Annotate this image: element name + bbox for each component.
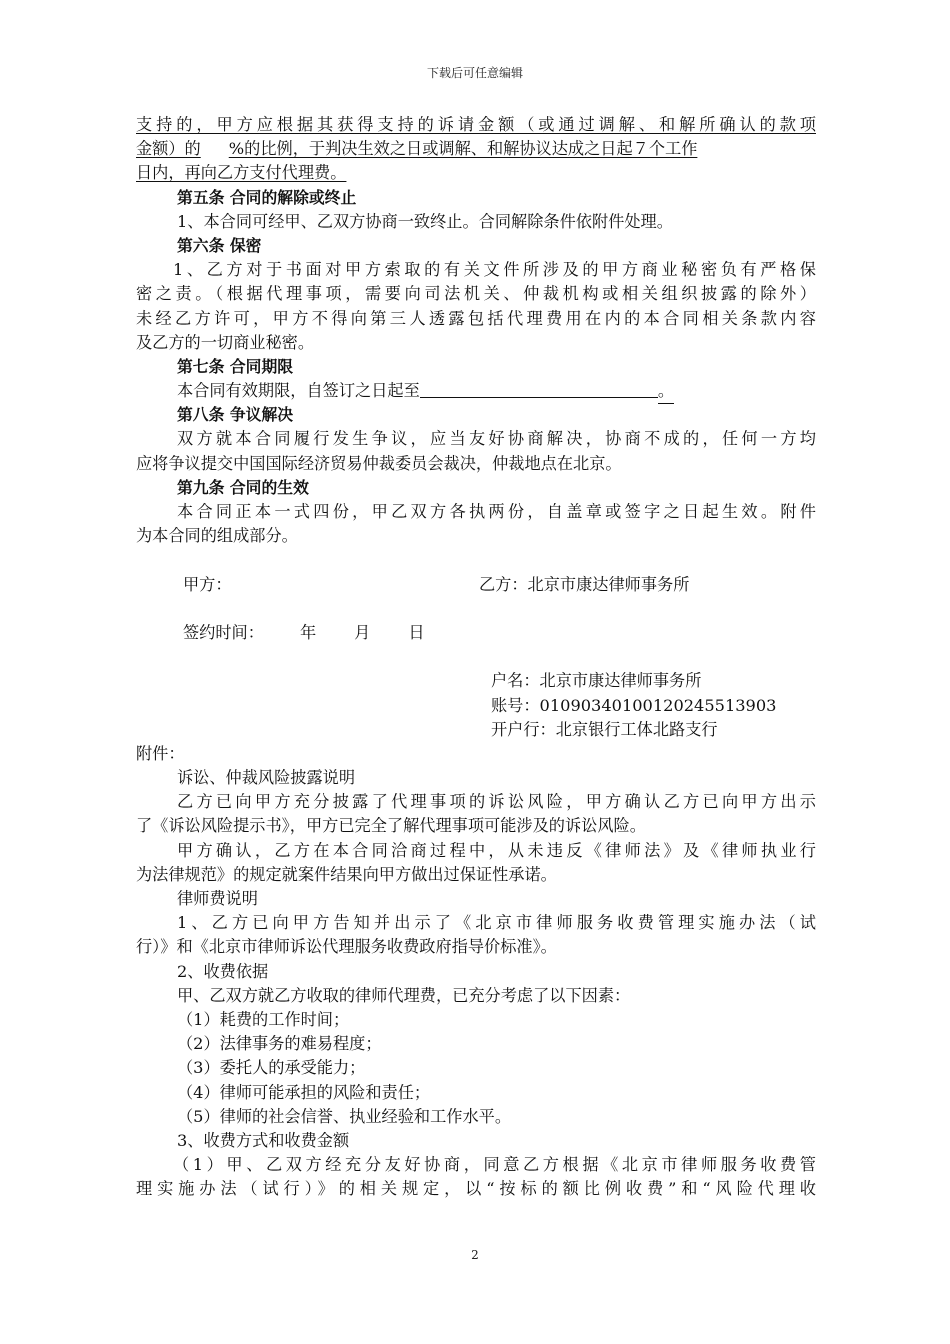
carryover-line-2 [136, 137, 816, 161]
term-end-period: 。 [658, 379, 674, 404]
fee-method-line-1: （1）甲、乙双方经充分友好协商，同意乙方根据《北京市律师服务收费管 [173, 1155, 816, 1175]
fee-para-1-line-1: 1、乙方已向甲方告知并出示了《北京市律师服务收费管理实施办法（试 [177, 913, 816, 933]
fee-basis-title: 2、收费依据 [177, 961, 269, 981]
factor-item: （5）律师的社会信誉、执业经验和工作水平。 [177, 1106, 512, 1126]
party-a-label: 甲方： [183, 574, 232, 594]
fee-method-line-2: 理实施办法（试行）》的相关规定，以“按标的额比例收费”和“风险代理收 [136, 1179, 816, 1199]
article-5-title: 第五条 合同的解除或终止 [177, 187, 357, 207]
risk-para-1-line-1: 乙方已向甲方充分披露了代理事项的诉讼风险，甲方确认乙方已向甲方出示 [177, 792, 816, 812]
page-header: 下载后可任意编辑 [426, 66, 523, 80]
factor-item: （1）耗费的工作时间； [177, 1009, 350, 1029]
fee-title: 律师费说明 [177, 889, 258, 908]
article-7-title: 第七条 合同期限 [177, 356, 294, 376]
fee-basis-intro: 甲、乙双方就乙方收取的律师代理费，已充分考虑了以下因素： [177, 985, 631, 1005]
article-7-text [136, 379, 816, 403]
date-month: 月 [354, 622, 371, 642]
article-8-line-2: 应将争议提交中国国际经济贸易仲裁委员会裁决，仲裁地点在北京。 [136, 453, 622, 473]
page-number: 2 [471, 1248, 479, 1262]
date-year: 年 [299, 622, 317, 642]
signature-date [136, 621, 816, 645]
account-name: 户名：北京市康达律师事务所 [491, 671, 702, 691]
article-9-line-1: 本合同正本一式四份，甲乙双方各执两份，自盖章或签字之日起生效。附件 [177, 502, 816, 521]
carryover-line-3: 日内，再向乙方支付代理费。 [136, 163, 347, 183]
risk-para-1-line-2: 了《诉讼风险提示书》，甲方已完全了解代理事项可能涉及的诉讼风险。 [136, 816, 646, 836]
account-number: 账号：01090340100120245513903 [491, 695, 777, 715]
risk-title: 诉讼、仲裁风险披露说明 [177, 768, 356, 788]
date-label: 签约时间： [183, 622, 264, 642]
factor-item: （4）律师可能承担的风险和责任； [177, 1082, 431, 1102]
document-body [136, 113, 816, 1201]
signature-parties [136, 573, 816, 597]
factor-item: （2）法律事务的难易程度； [177, 1034, 382, 1054]
carryover-line-2-b: %的比例，于判决生效之日或调解、和解协议达成之日起７个工作 [228, 139, 698, 159]
article-6-line-2: 密之责。（根据代理事项，需要向司法机关、仲裁机构或相关组织披露的除外） [136, 284, 816, 304]
date-day: 日 [408, 622, 425, 642]
article-5-para-1: 1、本合同可经甲、乙双方协商一致终止。合同解除条件依附件处理。 [177, 211, 673, 231]
article-9-line-2: 为本合同的组成部分。 [136, 526, 298, 546]
article-6-line-1: 1、乙方对于书面对甲方索取的有关文件所涉及的甲方商业秘密负有严格保 [173, 260, 816, 280]
account-bank: 开户行：北京银行工体北路支行 [491, 719, 718, 739]
appendix-label: 附件： [136, 743, 185, 763]
party-b-label: 乙方：北京市康达律师事务所 [479, 574, 690, 594]
contract-term-text: 本合同有效期限，自签订之日起至 [177, 381, 420, 401]
article-6-title: 第六条 保密 [177, 235, 262, 255]
article-6-line-3: 未经乙方许可，甲方不得向第三人透露包括代理费用在内的本合同相关条款内容 [136, 308, 816, 328]
term-end-blank [420, 381, 658, 398]
article-8-line-1: 双方就本合同履行发生争议，应当友好协商解决，协商不成的，任何一方均 [177, 429, 816, 449]
fee-para-1-line-2: 行）》和《北京市律师诉讼代理服务收费政府指导价标准》。 [136, 937, 557, 957]
article-9-title: 第九条 合同的生效 [177, 477, 309, 497]
carryover-line-1: 支持的，甲方应根据其获得支持的诉请金额（或通过调解、和解所确认的款项 [136, 115, 816, 134]
risk-para-2-line-2: 为法律规范》的规定就案件结果向甲方做出过保证性承诺。 [136, 864, 557, 884]
article-6-line-4: 及乙方的一切商业秘密。 [136, 332, 315, 352]
factor-item: （3）委托人的承受能力； [177, 1058, 366, 1078]
carryover-line-2-a: 金额）的 [136, 139, 201, 159]
fee-method-title: 3、收费方式和收费金额 [177, 1130, 350, 1150]
risk-para-2-line-1: 甲方确认，乙方在本合同洽商过程中，从未违反《律师法》及《律师执业行 [177, 840, 816, 860]
article-8-title: 第八条 争议解决 [177, 405, 294, 425]
